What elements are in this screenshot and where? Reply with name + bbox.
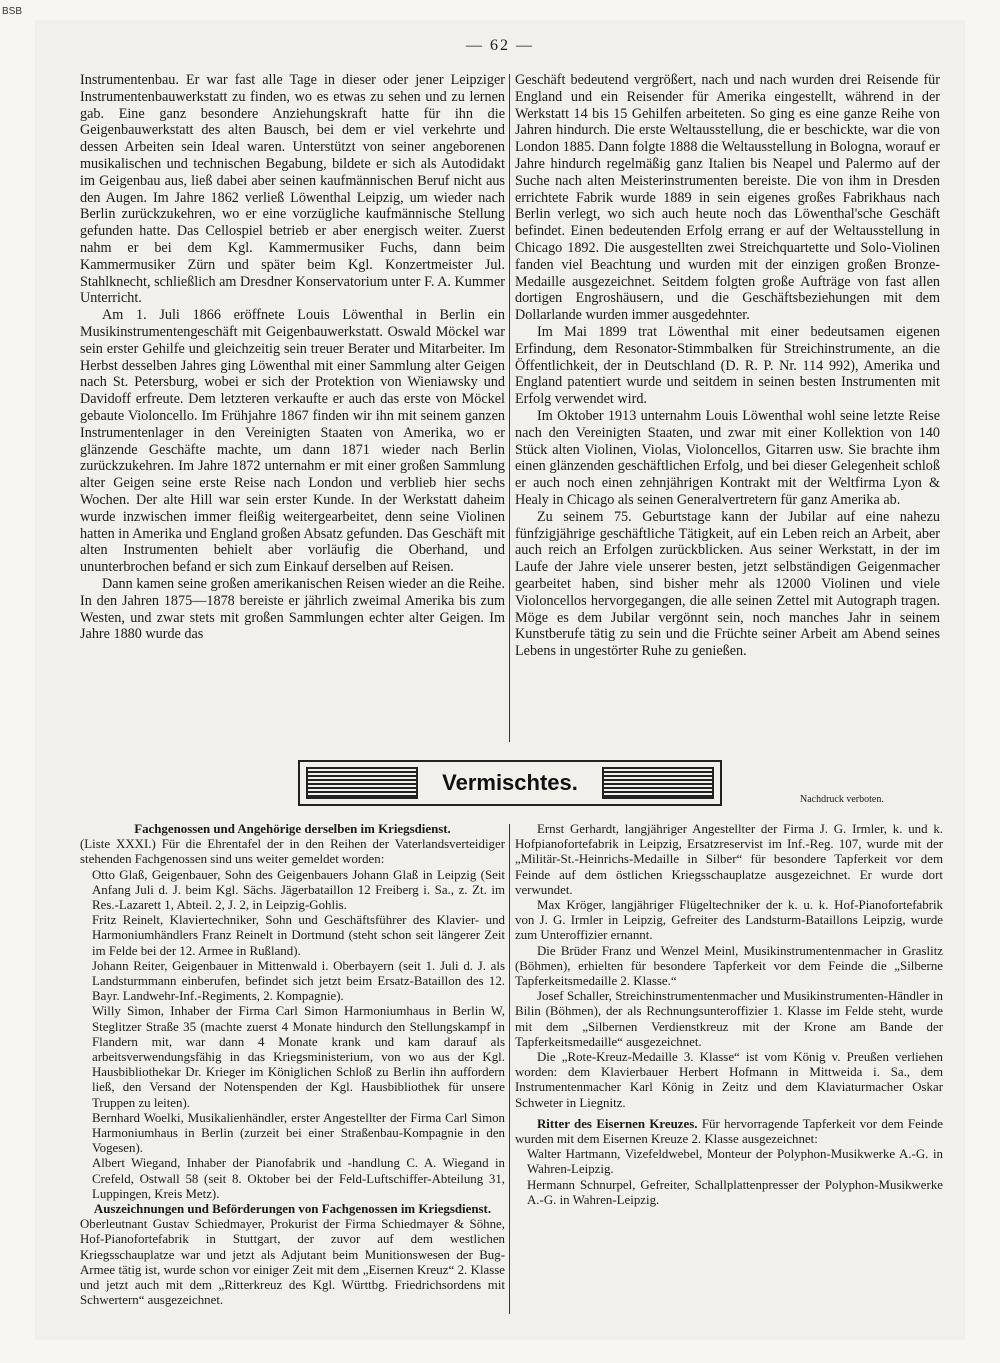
awards-paragraph: Oberleutnant Gustav Schiedmayer, Prokurist der Firma Schiedmayer & Söhne, Hof-Pianofortefabrik in Stuttgart, der zuvor auf dem westlichen Kriegsschauplatze war und jetzt als Adjutant beim Munitionswesen der Bug-Armee tätig ist, wurde schon vor einiger Zeit mit dem „Eisernen Kreuz“ 2. Klasse und jetzt auch mit dem „Ritterkreuz des Kgl. Württbg. Friedrichsordens mit Schwertern“ ausgezeichnet. bbox=[80, 1217, 505, 1308]
column-divider bbox=[509, 74, 510, 742]
section-title: Vermischtes. bbox=[442, 770, 578, 795]
news-entry: Albert Wiegand, Inhaber der Pianofabrik und -handlung C. A. Wiegand in Crefeld, Ostwall 58 (seit 8. Oktober bei der Feld-Luftschiffer-Abteilung 31, Luppingen, Kreis Metz). bbox=[92, 1156, 505, 1201]
awards-heading: Auszeichnungen und Beförderungen von Fachgenossen im Kriegsdienst. bbox=[93, 1202, 492, 1217]
iron-cross-text: Für hervorragende Tapferkeit vor dem Feinde wurden mit dem Eisernen Kreuze 2. Klasse ausgezeichnet: bbox=[515, 1116, 943, 1147]
reprint-notice: Nachdruck verboten. bbox=[800, 794, 884, 805]
article-paragraph: Geschäft bedeutend vergrößert, nach und nach wurden drei Reisende für England und ein Reisender für Amerika eingestellt, während in der Werkstatt 14 bis 15 Gehilfen arbeiteten. So ging es eine ganze Reihe von Jahren hindurch. Die erste Weltausstellung, die er beschickte, war die von London 1885. Dann folgte 1888 die Weltausstellung in Bologna, worauf er Jahre hindurch regelmäßig ganz Italien bis Neapel und Palermo auf der Suche nach alten Meisterinstrumenten bereiste. Die von ihm in Dresden errichtete Fabrik wurde 1889 in sein eigenes großes Fabrikhaus nach Berlin verlegt, wo sich auch heute noch das Löwenthal'sche Geschäft befindet. Einen bedeutenden Erfolg errang er auf der Weltausstellung in Chicago 1892. Die ausgestellten zwei Streichquartette und Solo-Violinen fanden viel Beachtung und wurden mit der einzigen großen Bronze-Medaille ausgezeichnet. Seitdem folgten große Aufträge von fast allen dortigen Engroshäusern, und die Geschäftsbeziehungen mit dem Dollarlande wurden immer ausgedehnter. bbox=[515, 72, 940, 324]
award-item: Die „Rote-Kreuz-Medaille 3. Klasse“ ist vom König v. Preußen verliehen worden: dem Klavierbauer Herbert Hofmann in Mittweida i. Sa., dem Instrumentenmacher Karl König in Zeitz und dem Klaviaturmacher Oskar Schweter in Liegnitz. bbox=[515, 1050, 943, 1110]
article-paragraph: Dann kamen seine großen amerikanischen Reisen wieder an die Reihe. In den Jahren 1875—1878 bereiste er jährlich zweimal Amerika bis zum Westen, und zwar stets mit großen Sammlungen echter alter Geigen. Im Jahre 1880 wurde das bbox=[80, 575, 505, 643]
article-paragraph: Instrumentenbau. Er war fast alle Tage in dieser oder jener Leipziger Instrumentenbauwerkstatt zu finden, wo es etwas zu sehen und zu lernen gab. Eine ganz besondere Anziehungskraft hatte für ihn die Geigenbauwerkstatt des alten Bausch, bei dem er viel verkehrte und dessen Arbeiten sein Ideal waren. Unterstützt von seiner angeborenen musikalischen und technischen Begabung, bildete er sich als Autodidakt im Geigenbau aus, ließ dabei aber seinen kaufmännischen Beruf nicht aus den Augen. Im Jahre 1862 verließ Löwenthal Leipzig, um wieder nach Berlin zurückzukehren, wo er eine vorzügliche kaufmännische Stellung gefunden hatte. Das Cellospiel betrieb er aber energisch weiter. Zuerst nahm er bei dem Kgl. Kammermusiker Fuchs, dann beim Kammermusiker Zürn und später beim Kgl. Konzertmeister Jul. Stahlknecht, schließlich am Dresdner Konservatorium unter F. A. Kummer Unterricht. bbox=[80, 72, 505, 307]
news-entry: Willy Simon, Inhaber der Firma Carl Simon Harmoniumhaus in Berlin W, Steglitzer Straße 35 (machte zuerst 4 Monate hindurch den Stellungskampf in Flandern mit, war dann 4 Monate krank und kam darauf als arbeitsverwendungsfähig in das Kriegsministerium, von wo aus der Kgl. Hausbibliothekar Dr. Krieger im Königlichen Schloß zu Berlin ihn auffordern ließ, den Versand der Notenspenden der Kgl. Hausbibliothek für unsere Truppen zu leiten). bbox=[92, 1004, 505, 1110]
banner-ornament-left bbox=[306, 767, 418, 799]
news-left-column bbox=[80, 822, 505, 1309]
iron-cross-entry: Walter Hartmann, Vizefeldwebel, Monteur der Polyphon-Musikwerke A.-G. in Wahren-Leipzig. bbox=[527, 1147, 943, 1177]
article-paragraph: Zu seinem 75. Geburtstage kann der Jubilar auf eine nahezu fünfzigjährige geschäftliche Tätigkeit, auf ein Leben reich an Arbeit, aber auch reich an Erfolgen zurückblicken. Aus seiner Werkstatt, in der im Laufe der Jahre viele unserer besten, jetzt selbständigen Geigenmacher gearbeitet haben, sind bisher mehr als 12000 Violinen und viele Violoncellos hervorgegangen, die alle seinen Zettel mit Autograph tragen. Möge es dem Jubilar vergönnt sein, noch manches Jahr in seinem Kunstberufe tätig zu sein und die Früchte seiner Arbeit am Abend seines Lebens in ungestörter Ruhe zu genießen. bbox=[515, 508, 940, 660]
news-entry: Johann Reiter, Geigenbauer in Mittenwald i. Oberbayern (seit 1. Juli d. J. als Landsturmmann einberufen, befindet sich jetzt beim Ersatz-Bataillon des 12. Bayr. Landwehr-Inf.-Regiments, 2. Kompagnie). bbox=[92, 958, 505, 1004]
iron-cross-entry: Hermann Schnurpel, Gefreiter, Schallplattenpresser der Polyphon-Musikwerke A.-G. in Wahren-Leipzig. bbox=[527, 1177, 943, 1207]
news-right-column bbox=[515, 822, 943, 1208]
library-mark: BSB bbox=[2, 6, 23, 17]
award-item: Max Kröger, langjähriger Flügeltechniker der k. u. k. Hof-Pianofortefabrik von J. G. Irmler in Leipzig, Gefreiter des Landsturm-Bataillons Leipzig, wurde zum Unteroffizier ernannt. bbox=[515, 898, 943, 943]
iron-cross-heading: Ritter des Eisernen Kreuzes. bbox=[537, 1116, 698, 1131]
page-number: — 62 — bbox=[466, 37, 534, 54]
news-intro: (Liste XXXI.) Für die Ehrentafel der in den Reihen der Vaterlandsverteidiger stehenden Fachgenossen sind uns weiter gemeldet worden: bbox=[80, 837, 505, 867]
article-paragraph: Im Mai 1899 trat Löwenthal mit einer bedeutsamen eigenen Erfindung, dem Resonator-Stimmbalken für Streichinstrumente, an die Öffentlichkeit, der in Deutschland (D. R. P. Nr. 114 992), Amerika und England patentiert wurde und seitdem in seinen besten Instrumenten mit Erfolg verwendet wird. bbox=[515, 323, 940, 408]
column-divider bbox=[509, 824, 510, 1314]
news-entry: Fritz Reinelt, Klaviertechniker, Sohn und Geschäftsführer des Klavier- und Harmoniumhändlers Franz Reinelt in Dortmund (steht schon seit längerer Zeit im Felde bei der 12. Armee in Rußland). bbox=[92, 913, 505, 958]
section-banner bbox=[298, 760, 722, 806]
banner-ornament-right bbox=[602, 767, 714, 799]
news-heading: Fachgenossen und Angehörige derselben im Kriegsdienst. bbox=[134, 822, 451, 836]
award-item: Die Brüder Franz und Wenzel Meinl, Musikinstrumentenmacher in Graslitz (Böhmen), erhielten für besondere Tapferkeit vor dem Feinde die „Silberne Tapferkeitsmedaille 2. Klasse.“ bbox=[515, 943, 943, 989]
award-item: Josef Schaller, Streichinstrumentenmacher und Musikinstrumenten-Händler in Bilin (Böhmen), der als Rechnungsunteroffizier 1. Klasse im Felde steht, wurde mit dem „Silbernen Verdienstkreuz mit der Krone am Bande der Tapferkeitsmedaille“ ausgezeichnet. bbox=[515, 989, 943, 1049]
award-item: Ernst Gerhardt, langjähriger Angestellter der Firma J. G. Irmler, k. und k. Hofpianofortefabrik in Leipzig, Ersatzreservist im Inf.-Reg. 107, wurde mit der „Militär-St.-Heinrichs-Medaille in Silber“ für besondere Tapferkeit vor dem Feinde auf dem östlichen Kriegsschauplatze ausgezeichnet. Er wurde dort verwundet. bbox=[515, 822, 943, 897]
news-entry: Bernhard Woelki, Musikalienhändler, erster Angestellter der Firma Carl Simon Harmoniumhaus in Berlin (zurzeit bei einer Straßenbau-Kompagnie in den Vogesen). bbox=[92, 1110, 505, 1156]
article-paragraph: Am 1. Juli 1866 eröffnete Louis Löwenthal in Berlin ein Musikinstrumentengeschäft mit Geigenbauwerkstatt. Oswald Möckel war sein erster Gehilfe und gleichzeitig sein treuer Berater und Mitarbeiter. Im Herbst desselben Jahres ging Löwenthal mit einer Sammlung alter Geigen nach St. Petersburg, wobei er sich der Protektion von Wieniawsky und Davidoff erfreute. Dem letzteren verkaufte er auch das erste von Möckel gebaute Violoncello. Im Frühjahre 1867 finden wir ihn mit seinem ganzen Instrumentenlager in den Vereinigten Staaten von Amerika, wo er glänzende Geschäfte machte, um dann 1871 wieder nach Berlin zurückzukehren. Im Jahre 1872 unternahm er mit einer großen Sammlung alter Geigen seine erste Reise nach London und verblieb hier sechs Wochen. Der alte Hill war sein erster Kunde. In der Werkstatt daheim wurde inzwischen immer fleißig weitergearbeitet, denn seine Violinen hatten in Amerika und England großen Absatz gefunden. Das Geschäft mit alten Instrumenten behielt aber vorläufig die Oberhand, und ununterbrochen befand er sich zum Einkauf derselben auf Reisen. bbox=[80, 307, 505, 576]
news-entry: Otto Glaß, Geigenbauer, Sohn des Geigenbauers Johann Glaß in Leipzig (Seit Anfang Juli d. J. beim Kgl. Sächs. Jägerbataillon 12 Freiberg i. Sa., z. Zt. im Res.-Lazarett 1, Abteil. 2, J. 2, in Leipzig-Gohlis. bbox=[92, 867, 505, 913]
article-right-column bbox=[515, 72, 940, 660]
article-left-column bbox=[80, 72, 505, 643]
article-paragraph: Im Oktober 1913 unternahm Louis Löwenthal wohl seine letzte Reise nach den Vereinigten Staaten, und zwar mit einer Kollektion von 140 Stück alten Violinen, Violas, Violoncellos, Gitarren usw. Sie brachte ihm einen glänzenden geschäftlichen Erfolg, und bei dieser Gelegenheit schloß er auch noch einen zehnjährigen Kontrakt mit der Weltfirma Lyon & Healy in Chicago als seinen Generalvertretern für ganz Amerika ab. bbox=[515, 407, 940, 508]
